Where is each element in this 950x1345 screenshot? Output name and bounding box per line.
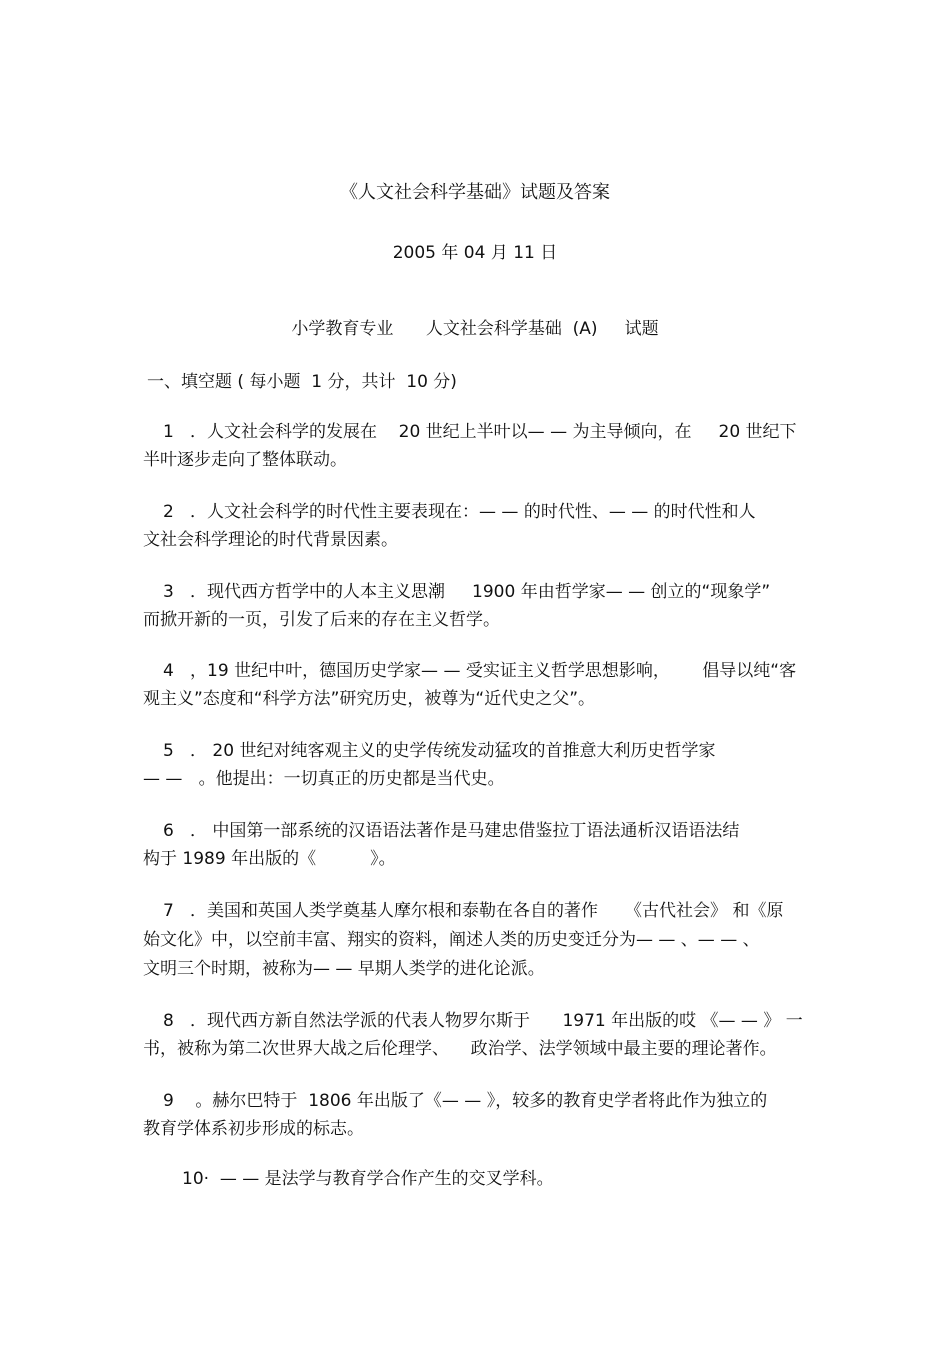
document-subtitle: 小学教育专业 人文社会科学基础 (A) 试题 bbox=[291, 319, 659, 339]
question-4-line-1: 4 ，19 世纪中叶，德国历史学家— — 受实证主义哲学思想影响， 倡导以纯“客 bbox=[163, 661, 797, 681]
question-10-line-1: 10· — — 是法学与教育学合作产生的交叉学科。 bbox=[182, 1169, 554, 1189]
question-8-line-2: 书，被称为第二次世界大战之后伦理学、 政治学、法学领域中最主要的理论著作。 bbox=[143, 1039, 777, 1059]
question-1-line-1: 1 ．人文社会科学的发展在 20 世纪上半叶以— — 为主导倾向，在 20 世纪下 bbox=[163, 422, 797, 442]
question-9-line-1: 9 。赫尔巴特于 1806 年出版了《— — 》，较多的教育史学者将此作为独立的 bbox=[163, 1091, 768, 1111]
question-8-line-1: 8 ．现代西方新自然法学派的代表人物罗尔斯于 1971 年出版的哎 《— — 》 一 bbox=[163, 1011, 803, 1031]
question-6-line-1: 6 ． 中国第一部系统的汉语语法著作是马建忠借鉴拉丁语法通析汉语语法结 bbox=[163, 821, 740, 841]
question-1-line-2: 半叶逐步走向了整体联动。 bbox=[143, 450, 347, 470]
question-2-line-2: 文社会科学理论的时代背景因素。 bbox=[143, 530, 398, 550]
question-7-line-1: 7 ．美国和英国人类学奠基人摩尔根和泰勒在各自的著作 《古代社会》 和《原 bbox=[163, 901, 784, 921]
question-9-line-2: 教育学体系初步形成的标志。 bbox=[143, 1119, 364, 1139]
question-4-line-2: 观主义”态度和“科学方法”研究历史，被尊为“近代史之父”。 bbox=[143, 689, 596, 709]
section-heading: 一、填空题 ( 每小题 1 分，共计 10 分) bbox=[147, 372, 457, 392]
question-7-line-3: 文明三个时期，被称为— — 早期人类学的进化论派。 bbox=[143, 959, 545, 979]
question-2-line-1: 2 ．人文社会科学的时代性主要表现在：— — 的时代性、— — 的时代性和人 bbox=[163, 502, 756, 522]
question-7-line-2: 始文化》中，以空前丰富、翔实的资料，阐述人类的历史变迁分为— — 、— — 、 bbox=[143, 930, 760, 950]
question-3-line-2: 而掀开新的一页，引发了后来的存在主义哲学。 bbox=[143, 610, 500, 630]
question-6-line-2: 构于 1989 年出版的《 》。 bbox=[143, 849, 396, 869]
question-5-line-1: 5 ． 20 世纪对纯客观主义的史学传统发动猛攻的首推意大利历史哲学家 bbox=[163, 741, 716, 761]
question-3-line-1: 3 ．现代西方哲学中的人本主义思潮 1900 年由哲学家— — 创立的“现象学” bbox=[163, 582, 771, 602]
document-date: 2005 年 04 月 11 日 bbox=[392, 243, 558, 263]
document-title: 《人文社会科学基础》试题及答案 bbox=[340, 182, 610, 203]
question-5-line-2: — — 。他提出：一切真正的历史都是当代史。 bbox=[143, 769, 505, 789]
